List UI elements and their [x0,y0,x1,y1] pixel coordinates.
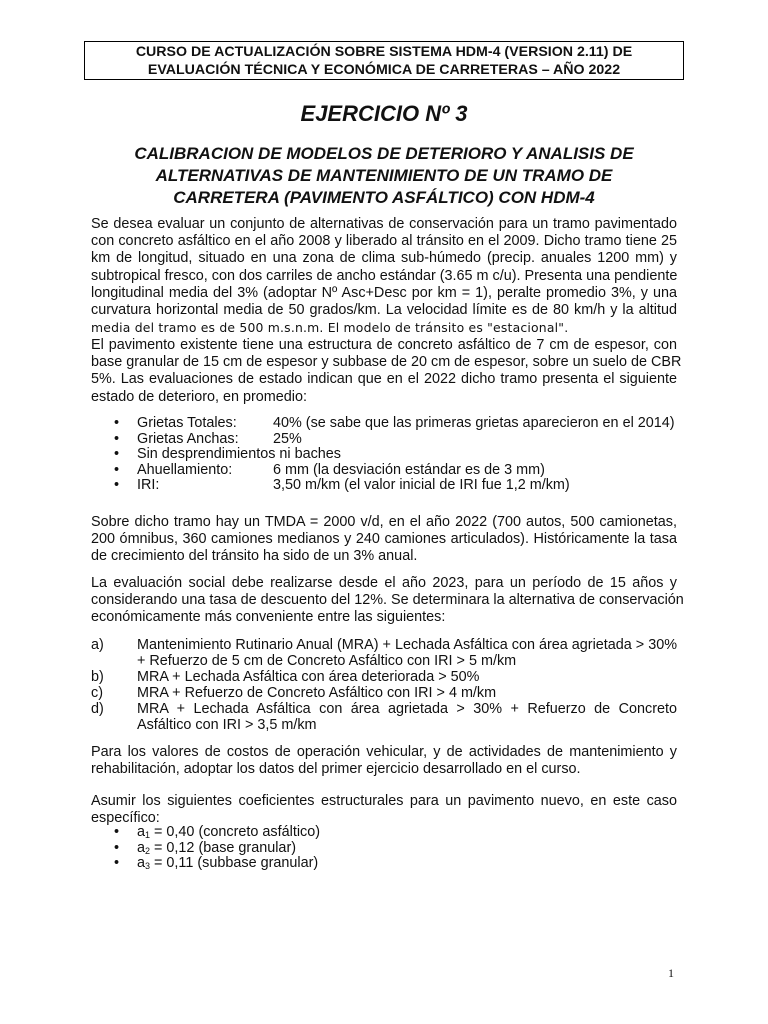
paragraph-line: La evaluación social debe realizarse desde el año 2023, para un período de 15 años y [91,575,677,591]
paragraph-line: Sobre dicho tramo hay un TMDA = 2000 v/d, en el año 2022 (700 autos, 500 camionetas, [91,514,677,530]
paragraph-line: Se desea evaluar un conjunto de alternativas de conservación para un tramo pavimentado [91,216,677,232]
paragraph-line: Para los valores de costos de operación vehicular, y de actividades de mantenimiento y [91,744,677,760]
exercise-subtitle [92,143,676,209]
coefficient-symbol: a [137,824,146,840]
coefficient-symbol: a [137,839,146,856]
coefficient-text [137,856,318,872]
course-header-line-2: EVALUACIÓN TÉCNICA Y ECONÓMICA DE CARRETERAS – AÑO 2022 [147,62,621,78]
list-item [91,669,677,685]
distress-list [91,416,691,494]
page-number: 1 [668,966,674,980]
paragraph-line: considerando una tasa de descuento del 12%. Se determinara la alternativa de conservación [91,592,684,609]
coefficient-subscript: 1 [145,830,151,840]
paragraph-line: específico: [91,810,160,827]
list-item [91,432,691,448]
alternative-text: Mantenimiento Rutinario Anual (MRA) + Lechada Asfáltica con área agrietada > 30% [137,637,677,653]
list-item [91,637,677,669]
distress-value: 3,50 m/km (el valor inicial de IRI fue 1,2 m/km) [273,477,570,494]
distress-value: 6 mm (la desviación estándar es de 3 mm) [273,461,545,478]
bullet-icon: • [114,430,120,447]
paragraph-pavement-structure [91,337,682,406]
distress-label: IRI: [137,477,160,494]
coefficient-subscript: 2 [145,845,151,856]
list-item [91,447,691,463]
bullet-icon: • [114,839,120,856]
list-item [91,478,691,494]
paragraph-coefficients [91,793,677,827]
list-item [91,825,491,841]
list-item [91,841,491,857]
course-header-box [84,41,684,80]
distress-label: Grietas Anchas: [137,430,239,447]
paragraph-section-description [91,216,677,336]
coefficient-value: = 0,40 (concreto asfáltico) [150,824,321,840]
distress-value: 40% (se sabe que las primeras grietas aparecieron en el 2014) [273,415,675,431]
paragraph-line: media del tramo es de 500 m.s.n.m. El modelo de tránsito es "estacional". [91,320,569,336]
alternative-text: + Refuerzo de 5 cm de Concreto Asfáltico con IRI > 5 m/km [137,653,517,669]
bullet-icon: • [114,446,120,463]
list-item [91,416,691,432]
distress-label: Ahuellamiento: [137,461,233,478]
paragraph-line: con concreto asfáltico en el año 2008 y liberado al tránsito en el 2009. Dicho tramo tiene 25 [91,233,677,250]
subtitle-line: ALTERNATIVAS DE MANTENIMIENTO DE UN TRAMO DE [155,166,613,185]
paragraph-line: de crecimiento del tránsito ha sido de un 3% anual. [91,548,418,565]
list-item [91,463,691,479]
paragraph-line: económicamente más conveniente entre las siguientes: [91,609,446,626]
bullet-icon: • [114,855,120,872]
coefficient-subscript: 3 [145,861,151,872]
coefficient-value: = 0,12 (base granular) [150,839,297,856]
alternative-letter: d) [91,701,104,717]
alternative-letter: a) [91,637,104,653]
paragraph-costs [91,744,677,778]
paragraph-line: curvatura horizontal media de 50 grados/km. La velocidad límite es de 80 km/h y la altitud [91,302,677,319]
alternative-text: MRA + Lechada Asfáltica con área agrietada > 30% + Refuerzo de Concreto [137,701,677,717]
coefficient-text [137,841,296,857]
bullet-icon: • [114,461,120,478]
alternative-text: Asfáltico con IRI > 3,5 m/km [137,717,317,733]
subtitle-line: CARRETERA (PAVIMENTO ASFÁLTICO) CON HDM-4 [173,188,595,207]
alternatives-list [91,637,677,733]
bullet-icon: • [114,477,120,494]
paragraph-line: El pavimento existente tiene una estructura de concreto asfáltico de 7 cm de espesor, con [91,337,677,353]
paragraph-evaluation [91,575,684,627]
alternative-letter: c) [91,685,103,701]
paragraph-traffic [91,514,677,566]
coefficient-text [137,825,320,841]
subtitle-line: CALIBRACION DE MODELOS DE DETERIORO Y ANALISIS DE [134,144,634,163]
coefficient-symbol: a [137,855,146,872]
course-header-line-1: CURSO DE ACTUALIZACIÓN SOBRE SISTEMA HDM-4 (VERSION 2.11) DE [135,44,633,60]
paragraph-line: longitudinal media del 3% (adoptar Nº Asc+Desc por km = 1), peralte promedio 3%, y una [91,284,677,301]
paragraph-line: rehabilitación, adoptar los datos del primer ejercicio desarrollado en el curso. [91,761,581,778]
list-item [91,685,677,701]
list-item [91,856,491,872]
bullet-icon: • [114,415,120,431]
paragraph-line: 5%. Las evaluaciones de estado indican que en el 2022 dicho tramo presenta el siguiente [91,371,677,388]
bullet-icon: • [114,824,120,840]
paragraph-line: base granular de 15 cm de espesor y subbase de 20 cm de espesor, sobre un suelo de CBR [91,354,682,371]
alternative-letter: b) [91,669,104,685]
paragraph-line: subtropical fresco, con dos carriles de ancho estándar (3.65 m c/u). Presenta una pendiente [91,267,678,284]
paragraph-line: km de longitud, situado en una zona de clima sub-húmedo (precip. anuales 1200 mm) y [91,250,677,267]
paragraph-line: 200 ómnibus, 360 camiones medianos y 240 camiones articulados). Históricamente la tasa [91,531,677,548]
distress-value: 25% [273,430,302,447]
paragraph-line: Asumir los siguientes coeficientes estructurales para un pavimento nuevo, en este caso [91,793,677,809]
exercise-title: EJERCICIO Nº 3 [300,101,468,126]
distress-label: Grietas Totales: [137,415,237,431]
distress-label: Sin desprendimientos ni baches [137,446,341,463]
list-item [91,701,677,733]
coefficient-value: = 0,11 (subbase granular) [150,855,319,872]
paragraph-line: estado de deterioro, en promedio: [91,388,308,405]
alternative-text: MRA + Lechada Asfáltica con área deteriorada > 50% [137,669,480,685]
coefficients-list [91,825,491,872]
alternative-text: MRA + Refuerzo de Concreto Asfáltico con IRI > 4 m/km [137,685,497,701]
